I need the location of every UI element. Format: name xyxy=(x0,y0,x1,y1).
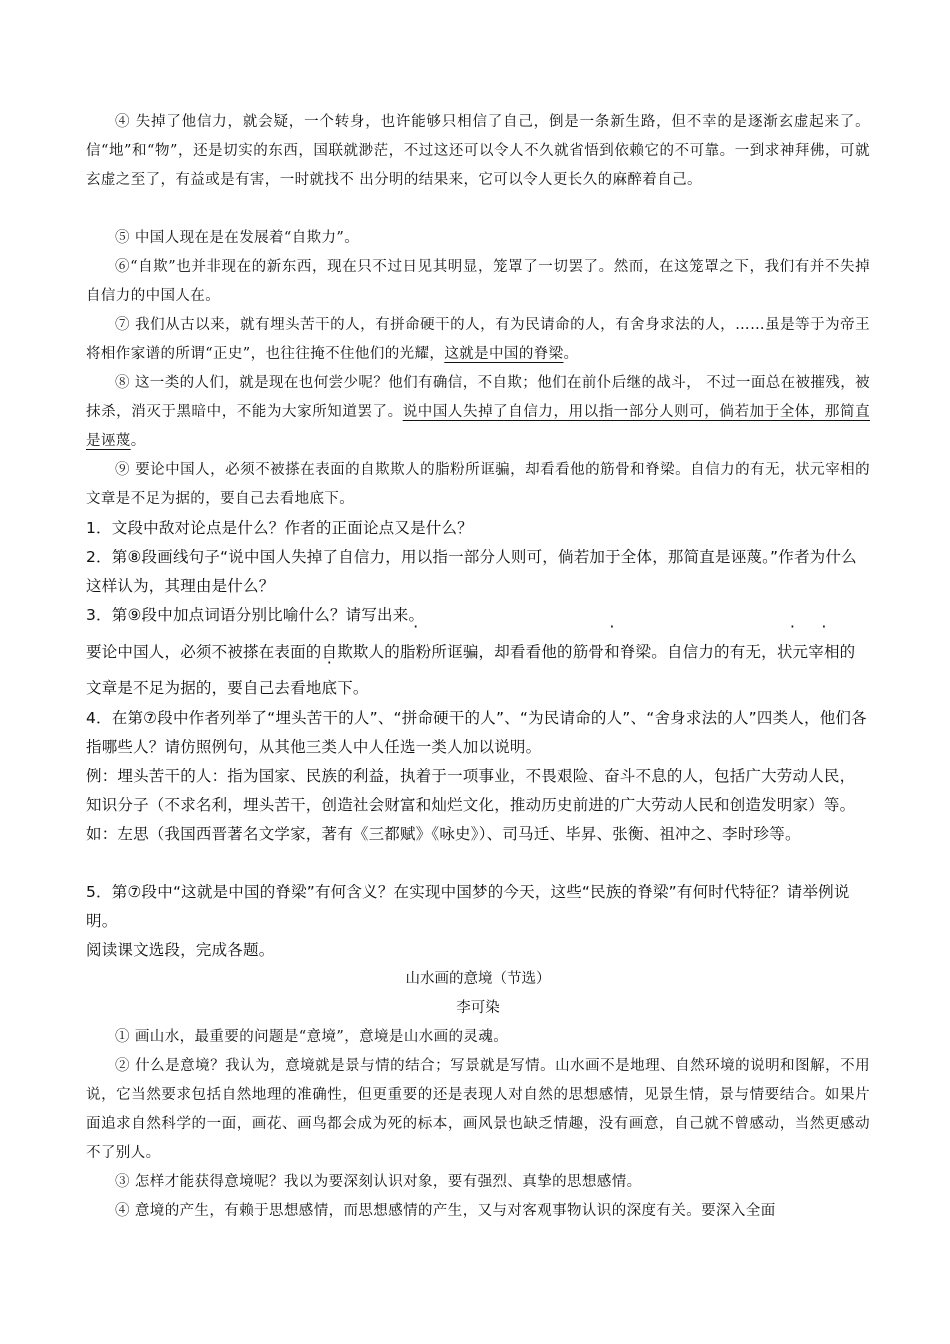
dotted-word-bones-spine: · 筋骨和脊梁 xyxy=(573,634,652,670)
dotted-word-zaixiang: 宰相 xyxy=(808,643,840,661)
paragraph-9: ⑨ 要论中国人，必须不被搽在表面的自欺欺人的脂粉所诓骗，却看看他的筋骨和脊梁。自信力的有无，状元宰相的文章是不足为据的，要自己去看地底下。 xyxy=(86,462,870,507)
question-3: 3．第⑨段中加点词语分别比喻什么？请写出来。 xyxy=(86,606,425,624)
dotted-word-rouge: 脂粉 xyxy=(400,643,432,661)
paragraph-5: ⑤ 中国人现在是在发展着“自欺力”。 xyxy=(115,230,360,246)
article-author: 李可染 xyxy=(456,1000,500,1016)
paragraph-8: ⑧ 这一类的人们，就是现在也何尝少呢？他们有确信，不自欺；他们在前仆后继的战斗， 不过一面总在被摧残，被抹杀，消灭于黑暗中，不能为大家所知道罢了。说中国人失掉了自信力，用以指一部分人则可，倘若加于全体，那简直是诬蔑。 xyxy=(86,375,871,449)
paragraph-8-text: ⑧ 这一类的人们，就是现在也何尝少呢？他们有确信，不自欺；他们在前仆后继的战斗， 不过一面总在被摧残，被抹杀，消灭于黑暗中，不能为大家所知道罢了。 xyxy=(86,375,871,420)
section-paragraph-2: ② 什么是意境？我认为，意境就是景与情的结合；写景就是写情。山水画不是地理、自然环境的说明和图解，不用说，它当然要求包括自然地理的准确性，但更重要的还是表现人对自然的思想感情，见景生情，景与情要结合。如果片面追求自然科学的一面，画花、画鸟都会成为死的标本，画风景也缺乏情趣，没有画意，自己就不曾感动，当然更感动不了别人。 xyxy=(86,1058,870,1161)
question-3-quote: 要论中国人，必须不被搽在表面的自欺欺人的脂粉所诓骗，却看看他的· 筋骨和脊梁。自信力的有无，状元宰相的文章是不足为据的，要自己去看地底下。 xyxy=(86,634,870,706)
reading-instruction: 阅读课文选段，完成各题。 xyxy=(86,941,275,959)
section-paragraph-4: ④ 意境的产生，有赖于思想感情，而思想感情的产生，又与对客观事物认识的深度有关。要深入全面 xyxy=(115,1203,776,1219)
article-title: 山水画的意境（节选） xyxy=(405,971,551,987)
dotted-word-zhuangyuan: 状元 xyxy=(776,643,809,661)
section-paragraph-1: ① 画山水，最重要的问题是“意境”，意境是山水画的灵魂。 xyxy=(115,1029,509,1045)
paragraph-4: ④ 失掉了他信力，就会疑，一个转身，也许能够只相信了自己，倒是一条新生路，但不幸的是逐渐玄虚起来了。信“地”和“物”，还是切实的东西，国联就渺茫，不过这还可以令人不久就省悟到依赖它的不可靠。一到求神拜佛，可就玄虚之至了，有益或是有害，一时就找不 出分明的结果来，它可以令人更长久的麻醉着自己。 xyxy=(86,114,870,188)
paragraph-7: ⑦ 我们从古以来，就有埋头苦干的人，有拼命硬干的人，有为民请命的人，有舍身求法的人，……虽是等于为帝王将相作家谱的所谓“正史”，也往往掩不住他们的光耀，这就是中国的脊梁。 xyxy=(86,317,870,362)
paragraph-6: ⑥“自欺”也并非现在的新东西，现在只不过日见其明显，笼罩了一切罢了。然而，在这笼罩之下，我们有并不失掉自信力的中国人在。 xyxy=(86,259,870,304)
question-5: 5．第⑦段中“这就是中国的脊梁”有何含义？在实现中国梦的今天，这些“民族的脊梁”有何时代特征？请举例说明。 xyxy=(86,883,850,930)
dotted-word-underground: 地底下 xyxy=(305,679,353,697)
underlined-sentence-self-confidence: 说中国人失掉了自信力，用以指一部分人则可，倘若加于全体，那简直是诬蔑 xyxy=(86,404,870,449)
underlined-sentence-spine: 这就是中国的脊梁 xyxy=(444,346,564,362)
question-1: 1．文段中敌对论点是什么？作者的正面论点又是什么？ xyxy=(86,519,473,537)
question-4: 4．在第⑦段中作者列举了“埋头苦干的人”、“拼命硬干的人”、“为民请命的人”、“舍身求法的人”四类人，他们各指哪些人？请仿照例句，从其他三类人中人任选一类人加以说明。 xyxy=(86,709,867,756)
paragraph-7-text: ⑦ 我们从古以来，就有埋头苦干的人，有拼命硬干的人，有为民请命的人，有舍身求法的人，……虽是等于为帝王将相作家谱的所谓“正史”，也往往掩不住他们的光耀， xyxy=(86,317,870,362)
question-4-example: 例：埋头苦干的人：指为国家、民族的利益，执着于一项事业，不畏艰险、奋斗不息的人，包括广大劳动人民，知识分子（不求名利，埋头苦干，创造社会财富和灿烂文化，推动历史前进的广大劳动人民和创造发明家）等。如：左思（我国西晋著名文学家，著有《三都赋》《咏史》）、司马迁、毕昇、张衡、祖冲之、李时珍等。 xyxy=(86,767,856,843)
question-2: 2．第⑧段画线句子“说中国人失掉了自信力，用以指一部分人则可，倘若加于全体，那简直是诬蔑。”作者为什么这样认为，其理由是什么？ xyxy=(86,548,857,595)
section-paragraph-3: ③ 怎样才能获得意境呢？我以为要深刻认识对象，要有强烈、真挚的思想感情。 xyxy=(115,1174,642,1190)
